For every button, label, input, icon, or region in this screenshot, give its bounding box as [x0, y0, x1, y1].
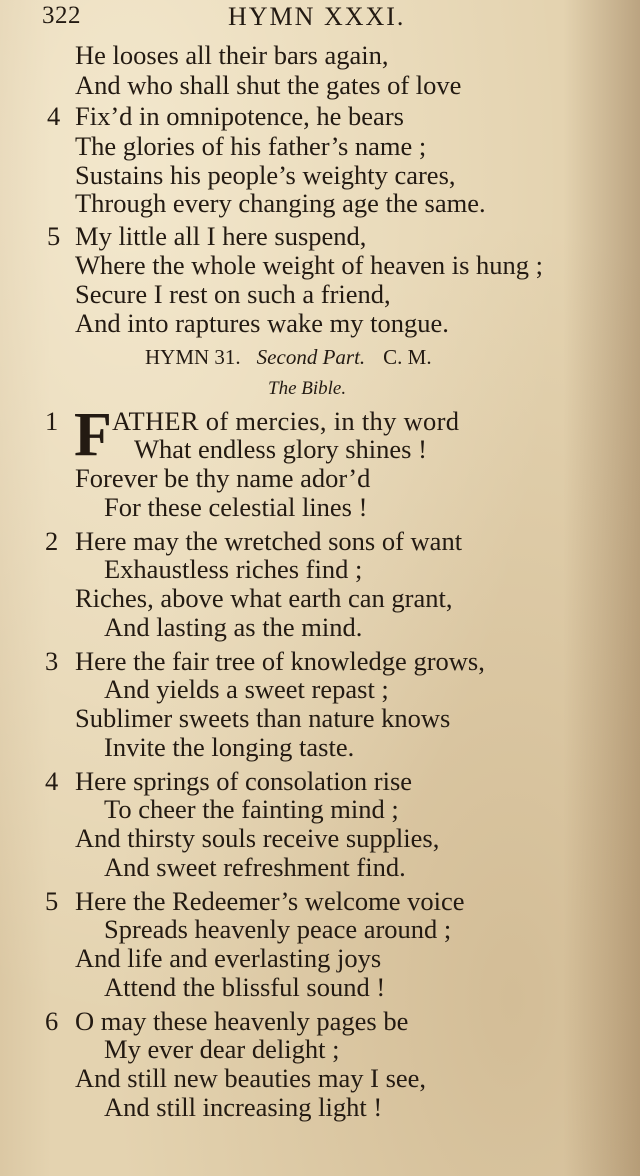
page-header [0, 2, 640, 38]
verse-line: To cheer the fainting mind ; [104, 794, 399, 824]
verse-number: 5 [47, 221, 61, 251]
verse-line: Exhaustless riches find ; [104, 554, 363, 584]
verse-line: My little all I here suspend, [75, 221, 367, 251]
verse-line: Where the whole weight of heaven is hung ; [75, 250, 544, 280]
verse-number: 4 [47, 101, 61, 131]
verse-number: 1 [45, 406, 59, 436]
verse-line: And sweet refreshment find. [104, 852, 406, 882]
verse-number: 6 [45, 1006, 59, 1036]
verse-line: He looses all their bars again, [75, 40, 389, 70]
drop-cap: F [74, 401, 112, 469]
verse-number: 4 [45, 766, 59, 796]
verse-line: Here may the wretched sons of want [75, 526, 463, 556]
verse-line: For these celestial lines ! [104, 492, 368, 522]
verse-line: Sublimer sweets than nature knows [75, 703, 451, 733]
verse-line: Secure I rest on such a friend, [75, 279, 391, 309]
verse-line: Forever be thy name ador’d [75, 463, 371, 493]
page-number: 322 [42, 2, 81, 29]
verse-line: Here the Redeemer’s welcome voice [75, 886, 465, 916]
verse-line: The glories of his father’s name ; [75, 131, 427, 161]
verse-line: ATHER of mercies, in thy word [112, 406, 460, 436]
hymn-meter: C. M. [383, 345, 432, 369]
verse-line: And still new beauties may I see, [75, 1063, 427, 1093]
verse-line: And lasting as the mind. [104, 612, 363, 642]
verse-number: 3 [45, 646, 59, 676]
hymn-number: HYMN 31. [145, 345, 241, 369]
verse-line: Through every changing age the same. [75, 188, 486, 218]
verse-line: And into raptures wake my tongue. [75, 308, 449, 338]
verse-line: Sustains his people’s weighty cares, [75, 160, 456, 190]
verse-line: Here springs of consolation rise [75, 766, 413, 796]
hymn-heading [145, 345, 432, 370]
verse-line: Riches, above what earth can grant, [75, 583, 453, 613]
verse-line: O may these heavenly pages be [75, 1006, 409, 1036]
verse-number: 5 [45, 886, 59, 916]
verse-line: Attend the blissful sound ! [104, 972, 386, 1002]
verse-line: My ever dear delight ; [104, 1034, 340, 1064]
verse-line: Fix’d in omnipotence, he bears [75, 101, 404, 131]
verse-line: Spreads heavenly peace around ; [104, 914, 452, 944]
verse-line: And still increasing light ! [104, 1092, 383, 1122]
running-title: HYMN XXXI. [228, 2, 406, 31]
verse-number: 2 [45, 526, 59, 556]
verse-line: And who shall shut the gates of love [75, 70, 462, 100]
hymn-part: Second Part. [256, 345, 366, 369]
verse-line: And thirsty souls receive supplies, [75, 823, 440, 853]
verse-line: Here the fair tree of knowledge grows, [75, 646, 485, 676]
verse-line: Invite the longing taste. [104, 732, 355, 762]
verse-line: What endless glory shines ! [134, 434, 427, 464]
verse-line: And yields a sweet repast ; [104, 674, 389, 704]
hymn-subtitle: The Bible. [268, 378, 347, 399]
verse-line: And life and everlasting joys [75, 943, 382, 973]
